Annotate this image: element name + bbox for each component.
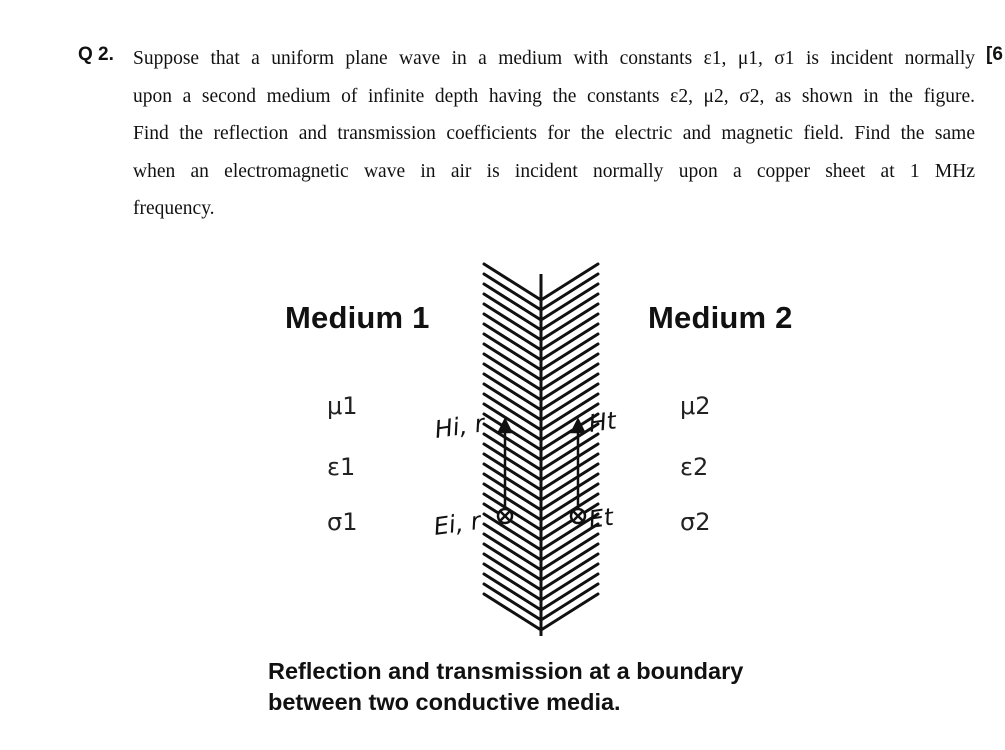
- medium-1-epsilon: ε1: [327, 453, 356, 481]
- question-number: Q 2.: [78, 44, 114, 65]
- e-incident-into-page-icon: [498, 509, 512, 523]
- medium-2-epsilon: ε2: [680, 453, 709, 481]
- medium-1-title: Medium 1: [285, 300, 430, 335]
- question-line: when an electromagnetic wave in air is incident normally upon a copper sheet at 1 MHz: [133, 160, 975, 182]
- e-incident-label: Ei, r: [431, 506, 483, 541]
- e-transmitted-label: Et: [586, 502, 616, 534]
- medium-2-sigma: σ2: [680, 508, 711, 536]
- question-line: Find the reflection and transmission coefficients for the electric and magnetic field. Find the same: [133, 123, 975, 144]
- caption-line: between two conductive media.: [268, 689, 621, 715]
- question-line: frequency.: [133, 198, 215, 219]
- h-transmitted-label: Ht: [586, 406, 619, 438]
- question-line: Suppose that a uniform plane wave in a medium with constants ε1, μ1, σ1 is incident normally: [133, 48, 975, 69]
- question-line: upon a second medium of infinite depth having the constants ε2, μ2, σ2, as shown in the figure.: [133, 85, 975, 107]
- question-marks: [6: [986, 44, 1003, 65]
- medium-2-title: Medium 2: [648, 300, 793, 335]
- medium-1-mu: μ1: [327, 392, 358, 420]
- medium-2-mu: μ2: [680, 392, 711, 420]
- e-transmitted-into-page-icon: [571, 509, 585, 523]
- figure-caption: [268, 656, 743, 718]
- caption-line: Reflection and transmission at a boundary: [268, 658, 744, 684]
- h-incident-label: Hi, r: [432, 409, 487, 444]
- medium-1-sigma: σ1: [327, 508, 358, 536]
